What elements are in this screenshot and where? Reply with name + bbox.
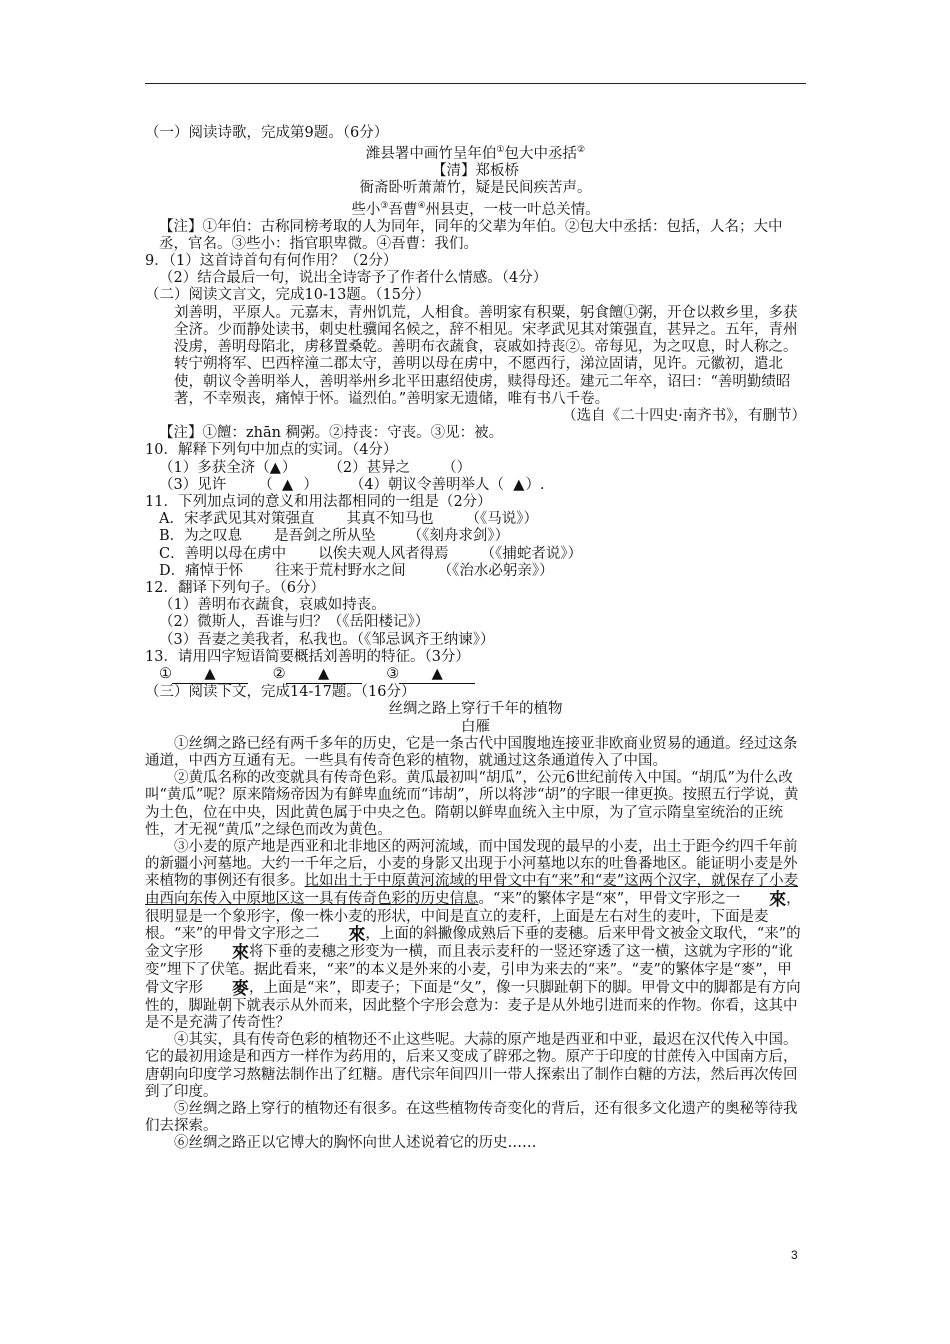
- modern-paragraph-2: ②黄瓜名称的改变就具有传奇色彩。黄瓜最初叫“胡瓜”，公元6世纪前传入中国。“胡瓜”为什么改叫“黄瓜”呢？原来隋炀帝因为有鲜卑血统而“讳胡”，所以将涉“胡”的字眼一律更换。按照五行学说，黄为土色，位在中央，因此黄色属于中央之色。隋朝以鲜卑血统入主中原，为了宣示隋皇室统治的正统性，才无视“黄瓜”之绿色而改为黄色。: [145, 770, 799, 838]
- question-11-option: A．宋孝武见其对策强直 其真不知马也 （《马说》）: [159, 511, 538, 528]
- oracle-glyph-lai-2: 來: [348, 925, 366, 945]
- poem-intro: （一）阅读诗歌，完成第9题。（6分）: [145, 125, 389, 141]
- poem-note: 【注】①年伯：古称同榜考取的人为同年，同年的父辈为年伯。②包大中丞括：包括，人名；大中丞，官名。③些小：指官职卑微。④吾曹：我们。: [159, 218, 783, 252]
- question-12-item: （2）微斯人，吾谁与归？（《岳阳楼记》）: [159, 614, 430, 631]
- poem-author: 【清】郑板桥: [432, 163, 519, 180]
- modern-author: 白雁: [461, 718, 490, 735]
- question-13-blanks: ① ▲ ② ▲ ③ ▲: [145, 666, 806, 684]
- answer-marker: ▲: [513, 476, 526, 493]
- answer-blank[interactable]: ▲: [286, 666, 362, 684]
- bronze-glyph-lai: 來: [232, 943, 249, 964]
- poem-line-1: 衙斋卧听萧萧竹，疑是民间疾苦声。: [359, 180, 592, 197]
- question-13: 13．请用四字短语简要概括刘善明的特征。（3分）: [145, 648, 470, 665]
- underlined-sentence: 比如出土于中原黄河流域的甲骨文中有“来”和“麦”这两个汉字，就保存了小麦由西向东传入中原地区这一具有传奇色彩的历史信息: [145, 873, 799, 907]
- oracle-glyph-mai: 麥: [232, 978, 249, 999]
- question-12-item: （3）吾妻之美我者，私我也。（《邹忌讽齐王纳谏》）: [159, 631, 495, 648]
- modern-paragraph-6: ⑥丝绸之路正以它博大的胸怀向世人述说着它的历史……: [174, 1135, 537, 1152]
- question-11-option: D．痛悼于怀 往来于荒村野水之间 （《治水必躬亲》）: [159, 562, 554, 579]
- question-10-row-2: （3）见许 （ ▲ ） （4）朝议令善明举人（ ▲）.: [159, 476, 545, 493]
- modern-intro: （三）阅读下文，完成14-17题。（16分）: [145, 684, 416, 701]
- modern-paragraph-5: ⑤丝绸之路上穿行的植物还有很多。在这些植物传奇变化的背后，还有很多文化遗产的奥秘等待我们去探索。: [145, 1101, 798, 1135]
- question-11: 11．下列加点词的意义和用法都相同的一组是（2分）: [145, 493, 492, 510]
- question-11-options: [145, 511, 806, 580]
- poem-line-2: 些小③吾曹④州县吏，一枝一叶总关情。: [351, 200, 600, 218]
- classical-source: （选自《二十四史·南齐书》，有删节）: [562, 407, 806, 424]
- question-10-row-1: （1）多获全济（▲） （2）甚异之 （）: [159, 459, 472, 476]
- question-9: 9．（1）这首诗首句有何作用？（2分）: [145, 253, 398, 270]
- answer-blank[interactable]: ▲: [172, 666, 248, 684]
- page-content: [145, 125, 806, 1153]
- question-11-option: C．善明以母在虏中 以俟夫观人风者得焉 （《捕蛇者说》）: [159, 545, 583, 562]
- poem-title: 潍县署中画竹呈年伯①包大中丞括②: [365, 145, 586, 163]
- modern-paragraph-1: ①丝绸之路已经有两千多年的历史，它是一条古代中国腹地连接亚非欧商业贸易的通道。经过这条通道，中西方互通有无。一些具有传奇色彩的植物，就通过这条通道传入了中国。: [145, 735, 798, 769]
- header-rule: [145, 83, 806, 84]
- question-12: 12．翻译下列句子。（6分）: [145, 579, 325, 596]
- classical-passage: 刘善明，平原人。元嘉末，青州饥荒，人相食。善明家有积粟，躬食饘①粥，开仓以救乡里，多获全济。少而静处读书，刺史杜骥闻名候之，辞不相见。宋孝武见其对策强直，甚异之。五年，青州没虏，善明母陷北，虏移置桑乾。善明布衣蔬食，哀戚如持丧②。帝每见，为之叹息，时人称之。转宁朔将军、巴西梓潼二郡太守，善明以母在虏中，不愿西行，涕泣固请，见许。元徽初，遣北使，朝议令善明举人，善明举州乡北平田惠绍使虏，赎得母还。建元二年卒，诏曰：“善明勤绩昭著，不幸殒丧，痛悼于怀。谥烈伯。”善明家无遗储，唯有书八千卷。: [174, 304, 798, 407]
- answer-marker: ▲: [281, 476, 295, 493]
- question-10: 10．解释下列句中加点的实词。（4分）: [145, 442, 398, 459]
- question-12-item: （1）善明布衣蔬食，哀戚如持丧。: [159, 597, 386, 614]
- modern-paragraph-3: ③小麦的原产地是西亚和北非地区的两河流域，而中国发现的最早的小麦，出土于距今约四千年前的新疆小河墓地。大约一千年之后，小麦的身影又出现于小河墓地以东的吐鲁番地区。能证明小麦是外来植物的事例还有很多。比如出土于中原黄河流域的甲骨文中有“来”和“麦”这两个汉字，就保存了小麦由西向东传入中原地区这一具有传奇色彩的历史信息。“来”的繁体字是“來”，甲骨文字形之一 來，很明显是一个象形字，像一株小麦的形状，中间是直立的麦秆，上面是左右对生的麦叶，下面是麦根。“来”的甲骨文字形之二 來，上面的斜撇像成熟后下垂的麦穗。后来甲骨文被金文取代，“来”的金文字形 來将下垂的麦穗之形变为一横，而且表示麦秆的一竖还穿透了这一横，这就为字形的“讹变”埋下了伏笔。据此看来，“来”的本义是外来的小麦，引申为来去的“来”。“麦”的繁体字是“麥”，甲骨文字形 麥，上面是“来”，即麦子；下面是“夂”，像一只脚趾朝下的脚。甲骨文中的脚都是有方向性的，脚趾朝下就表示从外而来，因此整个字形会意为：麦子是从外地引进而来的作物。你看，这其中是不是充满了传奇性？: [145, 838, 801, 1032]
- page-number: 3: [791, 1248, 798, 1262]
- question-12-items: [145, 597, 806, 649]
- classical-intro: （二）阅读文言文，完成10-13题。（15分）: [145, 287, 430, 304]
- question-11-option: B．为之叹息 是吾剑之所从坠 （《刻舟求剑》）: [159, 528, 510, 545]
- modern-paragraph-4: ④其实，具有传奇色彩的植物还不止这些呢。大蒜的原产地是西亚和中亚，最迟在汉代传入中国。它的最初用途是和西方一样作为药用的，后来又变成了辟邪之物。原产于印度的甘蔗传入中国南方后，唐朝向印度学习熬糖法制作出了红糖。唐代宗年间四川一带人探索出了制作白糖的方法，然后再次传回到了印度。: [145, 1032, 798, 1100]
- answer-blank[interactable]: ▲: [399, 666, 475, 684]
- question-9b: （2）结合最后一句，说出全诗寄予了作者什么情感。（4分）: [159, 270, 548, 287]
- answer-marker: ▲: [269, 459, 282, 476]
- modern-title: 丝绸之路上穿行千年的植物: [388, 701, 563, 718]
- classical-note: 【注】①饘：zhān 稠粥。②持丧：守丧。③见：被。: [159, 425, 504, 442]
- oracle-glyph-lai-1: 來: [769, 889, 787, 910]
